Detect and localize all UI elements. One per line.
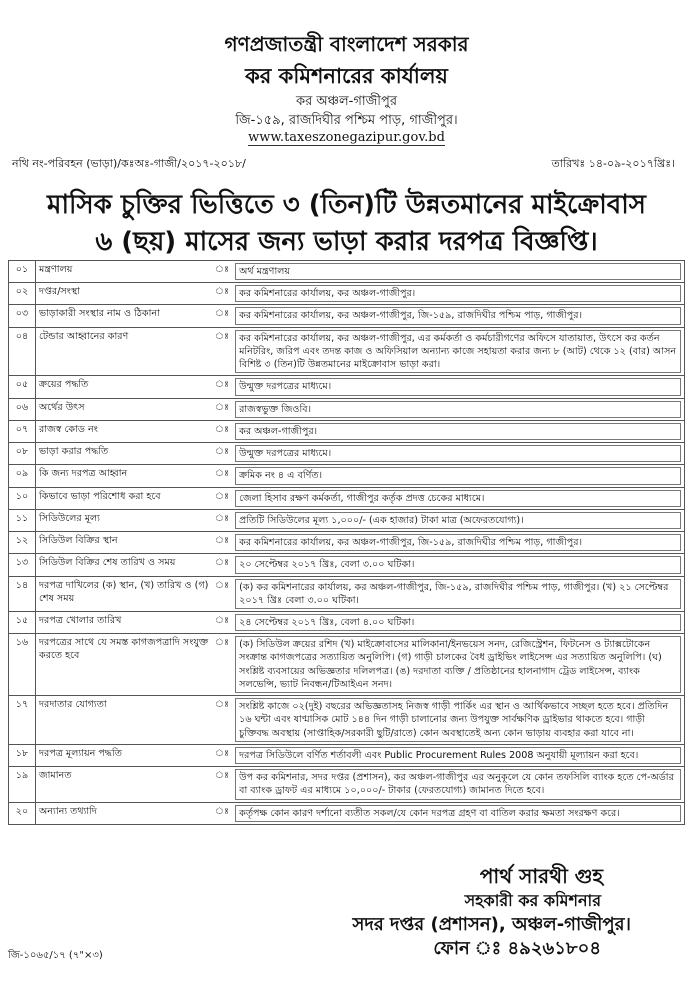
row-number: ০৮ bbox=[9, 443, 36, 465]
row-value-cell bbox=[232, 487, 684, 509]
signatory-designation: সহকারী কর কমিশনার bbox=[464, 891, 601, 910]
row-value-cell bbox=[232, 420, 684, 442]
row-value: কর কমিশনারের কার্যালয়, কর অঞ্চল-গাজীপুর, জি-১৫৯, রাজদিঘীর পশ্চিম পাড়, গাজীপুর। bbox=[235, 534, 681, 551]
signatory-unit: সদর দপ্তর (প্রশাসন), অঞ্চল-গাজীপুর। bbox=[352, 914, 631, 935]
table-row bbox=[9, 696, 685, 745]
row-value: কর অঞ্চল-গাজীপুর। bbox=[235, 423, 681, 440]
row-number: ১৮ bbox=[9, 744, 36, 766]
website-wrap bbox=[0, 130, 693, 145]
table-row bbox=[9, 767, 685, 802]
table-row bbox=[9, 802, 685, 824]
government-name: গণপ্রজাতন্ত্রী বাংলাদেশ সরকার bbox=[224, 32, 469, 56]
office-address: জি-১৫৯, রাজদিঘীর পশ্চিম পাড়, গাজীপুর। bbox=[235, 113, 458, 128]
row-value: অর্থ মন্ত্রণালয় bbox=[235, 263, 681, 280]
row-separator: ঃ bbox=[212, 261, 232, 283]
row-label: দরপত্র দাখিলের (ক) স্থান, (খ) তারিখ ও (গ) শেষ সময় bbox=[36, 576, 213, 611]
row-label: সিডিউল বিক্রির স্থান bbox=[36, 532, 213, 554]
row-number: ০৪ bbox=[9, 327, 36, 376]
row-value-cell bbox=[232, 398, 684, 420]
row-label: কিভাবে ভাড়া পরিশোধ করা হবে bbox=[36, 487, 213, 509]
row-value-cell bbox=[232, 611, 684, 633]
row-label: সিডিউলের মূল্য bbox=[36, 509, 213, 531]
row-label: রাজস্ব কোড নং bbox=[36, 420, 213, 442]
print-code: জি-১০৬৫/১৭ (৭"×৩) bbox=[8, 950, 103, 961]
row-separator: ঃ bbox=[212, 465, 232, 487]
row-separator: ঃ bbox=[212, 611, 232, 633]
office-name: কর কমিশনারের কার্যালয় bbox=[245, 64, 448, 88]
row-label: ভাড়াকারী সংস্থার নাম ও ঠিকানা bbox=[36, 305, 213, 327]
table-row bbox=[9, 634, 685, 696]
row-number: ০৩ bbox=[9, 305, 36, 327]
table-row bbox=[9, 443, 685, 465]
row-separator: ঃ bbox=[212, 420, 232, 442]
table-row bbox=[9, 611, 685, 633]
row-separator: ঃ bbox=[212, 398, 232, 420]
table-row bbox=[9, 509, 685, 531]
row-value: কর্তৃপক্ষ কোন কারণ দর্শানো ব্যতীত সকল/যে কোন দরপত্র গ্রহণ বা বাতিল করার ক্ষমতা সংরক্ষণ করে। bbox=[235, 805, 681, 822]
row-label: ক্রয়ের পদ্ধতি bbox=[36, 376, 213, 398]
row-number: ১৩ bbox=[9, 554, 36, 576]
row-value: রাজস্বভুক্ত জিওবি। bbox=[235, 401, 681, 418]
row-separator: ঃ bbox=[212, 554, 232, 576]
row-separator: ঃ bbox=[212, 532, 232, 554]
row-separator: ঃ bbox=[212, 744, 232, 766]
row-value-cell bbox=[232, 767, 684, 802]
row-label: দপ্তর/সংস্থা bbox=[36, 283, 213, 305]
row-number: ১১ bbox=[9, 509, 36, 531]
row-number: ০৭ bbox=[9, 420, 36, 442]
row-separator: ঃ bbox=[212, 283, 232, 305]
row-number: ১৫ bbox=[9, 611, 36, 633]
row-label: দরপত্র মূল্যায়ন পদ্ধতি bbox=[36, 744, 213, 766]
row-label: দরপত্রের সাথে যে সমস্ত কাগজপত্রাদি সংযুক্ত করতে হবে bbox=[36, 634, 213, 696]
row-number: ০৬ bbox=[9, 398, 36, 420]
table-row bbox=[9, 532, 685, 554]
row-label: জামানত bbox=[36, 767, 213, 802]
notice-date: তারিখঃ ১৪-০৯-২০১৭খ্রিঃ। bbox=[551, 157, 675, 170]
row-value-cell bbox=[232, 509, 684, 531]
row-value: কর কমিশনারের কার্যালয়, কর অঞ্চল-গাজীপুর, জি-১৫৯, রাজদিঘীর পশ্চিম পাড়, গাজীপুর। bbox=[235, 307, 681, 324]
table-row bbox=[9, 376, 685, 398]
row-label: দরদাতার যোগ্যতা bbox=[36, 696, 213, 745]
row-number: ০২ bbox=[9, 283, 36, 305]
row-value-cell bbox=[232, 261, 684, 283]
row-number: ১২ bbox=[9, 532, 36, 554]
table-row bbox=[9, 283, 685, 305]
row-separator: ঃ bbox=[212, 576, 232, 611]
row-value-cell bbox=[232, 744, 684, 766]
row-number: ১৯ bbox=[9, 767, 36, 802]
row-separator: ঃ bbox=[212, 634, 232, 696]
row-separator: ঃ bbox=[212, 443, 232, 465]
row-value: (ক) কর কমিশনারের কার্যালয়, কর অঞ্চল-গাজীপুর, জি-১৫৯, রাজদিঘীর পশ্চিম পাড়, গাজীপুর। (খ) ২১ সেপ্টেম্বর ২০১৭ খ্রিঃ বেলা ৩.০০ ঘটিকা। bbox=[235, 579, 681, 609]
row-separator: ঃ bbox=[212, 305, 232, 327]
row-label: মন্ত্রণালয় bbox=[36, 261, 213, 283]
row-label: অন্যান্য তথ্যাদি bbox=[36, 802, 213, 824]
row-value: ক্রমিক নং ৪ এ বর্ণিত। bbox=[235, 467, 681, 484]
table-row bbox=[9, 327, 685, 376]
row-separator: ঃ bbox=[212, 376, 232, 398]
table-row bbox=[9, 420, 685, 442]
row-label: কি জন্য দরপত্র আহ্বান bbox=[36, 465, 213, 487]
row-separator: ঃ bbox=[212, 802, 232, 824]
tender-details-table bbox=[8, 260, 685, 825]
row-value-cell bbox=[232, 327, 684, 376]
row-label: অর্থের উৎস bbox=[36, 398, 213, 420]
row-number: ০৫ bbox=[9, 376, 36, 398]
row-value-cell bbox=[232, 283, 684, 305]
row-value-cell bbox=[232, 465, 684, 487]
row-value-cell bbox=[232, 376, 684, 398]
signatory-phone: ফোন ঃ ৪৯২৬১৮০৪ bbox=[433, 938, 601, 959]
row-value: জেলা হিসাব রক্ষণ কর্মকর্তা, গাজীপুর কর্তৃক প্রদত্ত চেকের মাধ্যমে। bbox=[235, 490, 681, 507]
row-value: প্রতিটি সিডিউলের মূল্য ১,০০০/- (এক হাজার) টাকা মাত্র (অফেরতযোগ্য)। bbox=[235, 512, 681, 529]
row-value: উন্মুক্ত দরপত্রের মাধ্যমে। bbox=[235, 445, 681, 462]
row-value-cell bbox=[232, 696, 684, 745]
row-value: ২০ সেপ্টেম্বর ২০১৭ খ্রিঃ, বেলা ৩.০০ ঘটিকা। bbox=[235, 556, 681, 573]
table-row bbox=[9, 576, 685, 611]
row-number: ১৬ bbox=[9, 634, 36, 696]
table-row bbox=[9, 398, 685, 420]
row-value: (ক) সিডিউল ক্রয়ের রশিদ (খ) মাইক্রোবাসের মালিকানা/ইনভয়েস সনদ, রেজিস্ট্রেশন, ফিটনেস ও ট্যাক্সটোকেন সংক্রান্ত কাগজপত্রের সত্যায়িত অনুলিপি। (গ) গাড়ী চালকের বৈধ ড্রাইভিং লাইসেন্স এর সত্যায়িত অনুলিপি। (ঘ) সংশ্লিষ্ট ব্যবসায়ের অভিজ্ঞতার দলিলপত্র। (ঙ) দরদাতা ব্যক্তি / প্রতিষ্ঠানের হালনাগাদ ট্রেড লাইসেন্স, ব্যাংক সলভেন্সি, ভ্যাট নিবন্ধন/টিআইএন সনদ। bbox=[235, 636, 681, 693]
row-value-cell bbox=[232, 634, 684, 696]
row-separator: ঃ bbox=[212, 509, 232, 531]
row-number: ২০ bbox=[9, 802, 36, 824]
row-separator: ঃ bbox=[212, 696, 232, 745]
table-row bbox=[9, 305, 685, 327]
notice-title-line-2: ৬ (ছয়) মাসের জন্য ভাড়া করার দরপত্র বিজ্ঞপ্তি। bbox=[95, 227, 598, 257]
memo-number: নথি নং-পরিবহন (ভাড়া)/কঃঅঃ-গাজী/২০১৭-২০১৮/ bbox=[12, 157, 246, 170]
row-value-cell bbox=[232, 802, 684, 824]
row-value-cell bbox=[232, 576, 684, 611]
row-separator: ঃ bbox=[212, 767, 232, 802]
row-separator: ঃ bbox=[212, 327, 232, 376]
row-value: দরপত্র সিডিউলে বর্ণিত শর্তাবলী এবং Public Procurement Rules 2008 অনুযায়ী মূল্যায়ন করা হবে। bbox=[235, 747, 681, 764]
website-link[interactable]: www.taxeszonegazipur.gov.bd bbox=[248, 130, 445, 145]
row-value-cell bbox=[232, 532, 684, 554]
table-row bbox=[9, 487, 685, 509]
row-value: উপ কর কমিশনার, সদর দপ্তর (প্রশাসন), কর অঞ্চল-গাজীপুর এর অনুকূলে যে কোন তফসিলি ব্যাংক হতে পে-অর্ডার বা ব্যাংক ড্রাফট এর মাধ্যমে ১০,০০০/- টাকার (ফেরতযোগ্য) জামানত দিতে হবে। bbox=[235, 769, 681, 799]
row-number: ১৭ bbox=[9, 696, 36, 745]
row-value: সংশ্লিষ্ট কাজে ০২(দুই) বছরের অভিজ্ঞতাসহ নিজস্ব গাড়ী পার্কিং এর স্থান ও আর্থিকভাবে সচ্ছল হতে হবে। প্রতিদিন ১৬ ঘন্টা এবং ষাণ্মাসিক মোট ১৪৪ দিন গাড়ী চালানোর জন্য উপযুক্ত সার্বক্ষণিক ড্রাইভার থাকতে হবে। গাড়ী চুক্তিবদ্ধ অবস্থায় (সাপ্তাহিক/সরকারী ছুটি/রাতে) কোন অবস্থাতেই অন্য কোন ভাড়ায় ব্যবহার করা যাবে না। bbox=[235, 698, 681, 742]
notice-title-line-1: মাসিক চুক্তির ভিত্তিতে ৩ (তিন)টি উন্নতমানের মাইক্রোবাস bbox=[47, 190, 646, 220]
row-value: কর কমিশনারের কার্যালয়, কর অঞ্চল-গাজীপুর, এর কর্মকর্তা ও কর্মচারীগণের অফিসে যাতায়াত, উৎসে কর কর্তন মনিটরিং, জরিপ এবং তদন্ত কাজ ও অফিসিয়াল অন্যান্য কাজে সহায়তা করার জন্য ৮ (আট) থেকে ১২ (বার) আসন বিশিষ্ট ৩ (তিন)টি উন্নতমানের মাইক্রোবাস ভাড়া করা। bbox=[235, 330, 681, 374]
row-number: ০৯ bbox=[9, 465, 36, 487]
table-row bbox=[9, 744, 685, 766]
row-separator: ঃ bbox=[212, 487, 232, 509]
row-value: কর কমিশনারের কার্যালয়, কর অঞ্চল-গাজীপুর। bbox=[235, 285, 681, 302]
row-number: ১৪ bbox=[9, 576, 36, 611]
table-row bbox=[9, 465, 685, 487]
row-label: টেন্ডার আহ্বানের কারণ bbox=[36, 327, 213, 376]
row-value: ২৪ সেপ্টেম্বর ২০১৭ খ্রিঃ, বেলা ৪.০০ ঘটিকা। bbox=[235, 614, 681, 631]
zone-name: কর অঞ্চল-গাজীপুর bbox=[296, 94, 397, 109]
row-value-cell bbox=[232, 554, 684, 576]
row-value-cell bbox=[232, 443, 684, 465]
row-value-cell bbox=[232, 305, 684, 327]
table-row bbox=[9, 261, 685, 283]
row-label: সিডিউল বিক্রির শেষ তারিখ ও সময় bbox=[36, 554, 213, 576]
row-label: ভাড়া করার পদ্ধতি bbox=[36, 443, 213, 465]
row-number: ০১ bbox=[9, 261, 36, 283]
row-value: উন্মুক্ত দরপত্রের মাধ্যমে। bbox=[235, 378, 681, 395]
row-number: ১০ bbox=[9, 487, 36, 509]
table-row bbox=[9, 554, 685, 576]
signatory-name: পার্থ সারথী গুহ bbox=[479, 864, 603, 888]
row-label: দরপত্র খোলার তারিখ bbox=[36, 611, 213, 633]
